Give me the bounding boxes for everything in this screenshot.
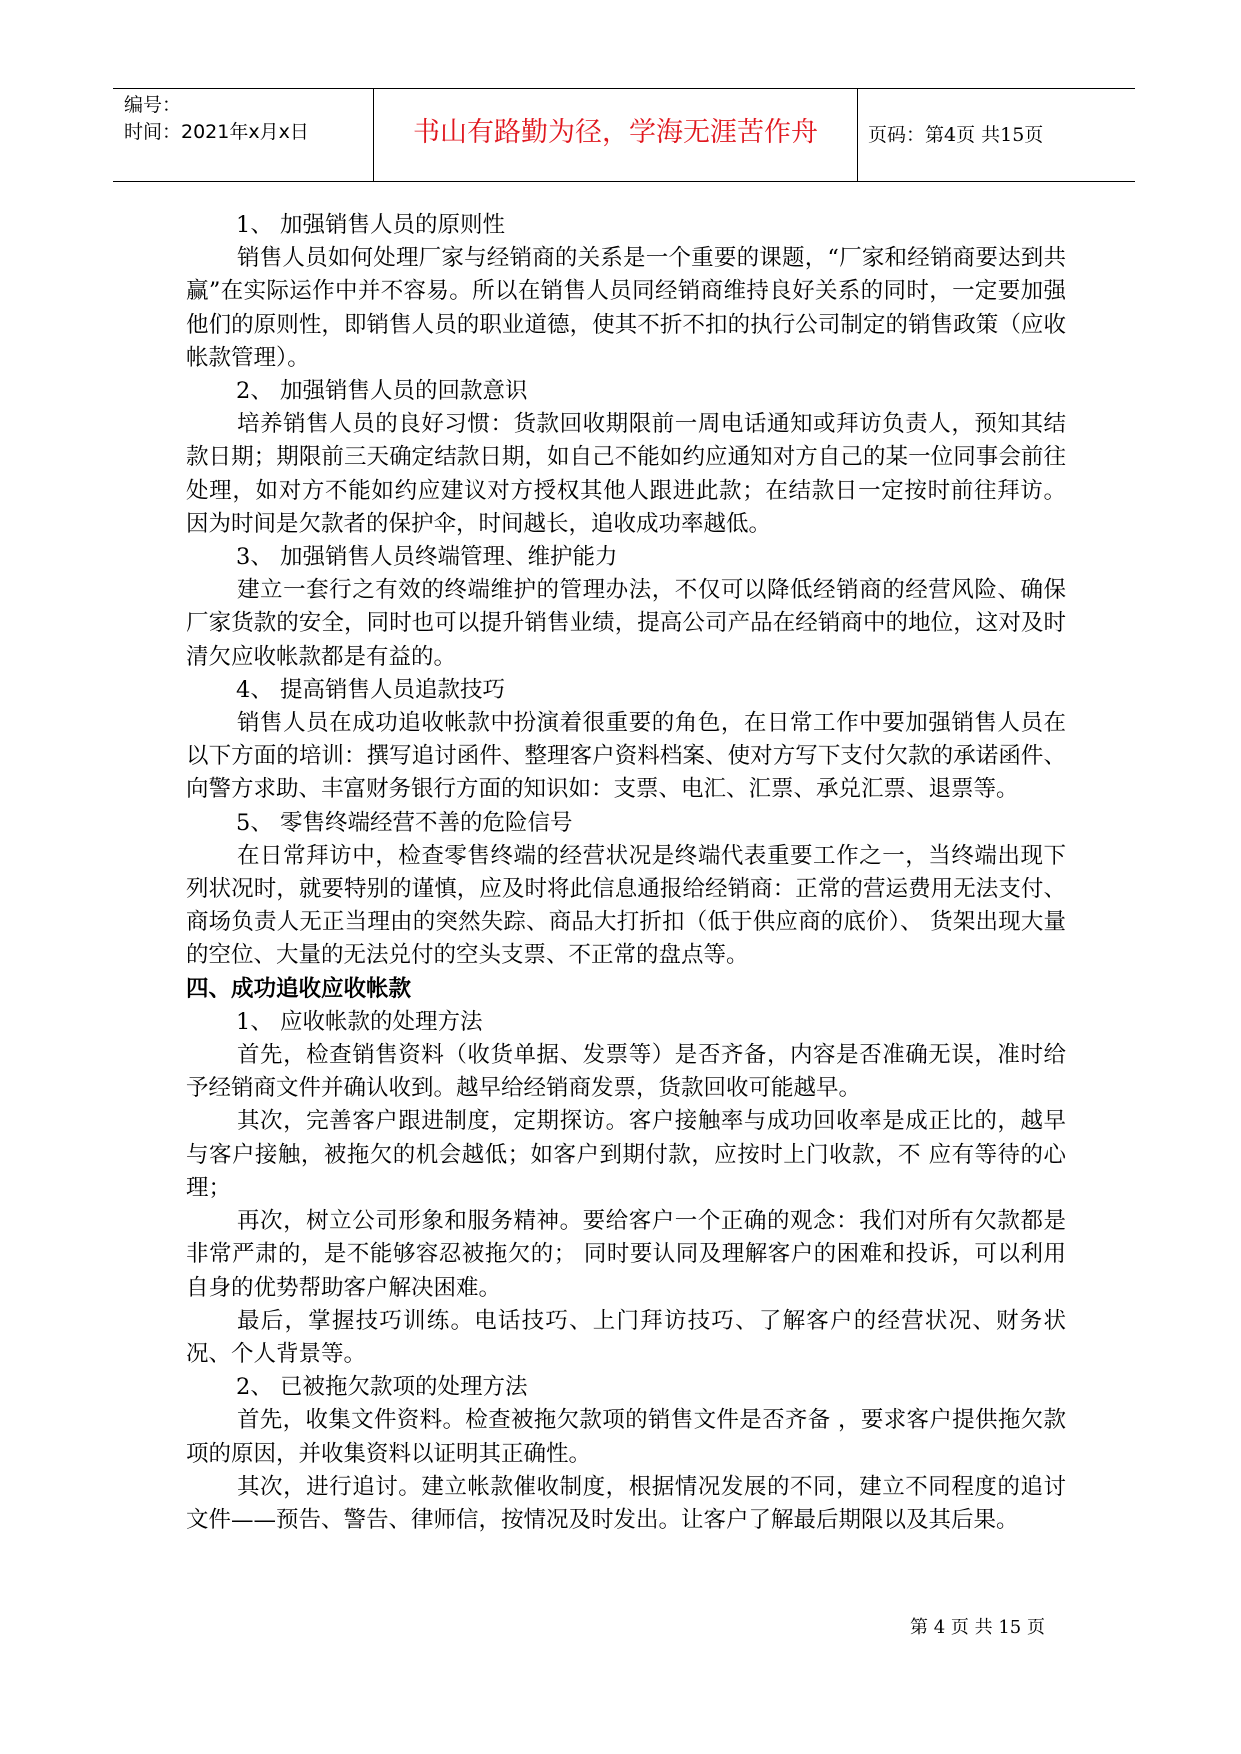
item-4-title: 4、 提高销售人员追款技巧 bbox=[236, 676, 505, 703]
header-top-rule bbox=[113, 88, 1135, 89]
header-motto: 书山有路勤为径，学海无涯苦作舟 bbox=[413, 117, 818, 148]
item-5-body: 在日常拜访中，检查零售终端的经营状况是终端代表重要工作之一，当终端出现下列状况时，就要特别的谨慎，应及时将此信息通报给经销商：正常的营运费用无法支付、商场负责人无正当理由的突然失踪、商品大打折扣（低于供应商的底价）、 货架出现大量的空位、大量的无法兑付的空头支票、不正常的盘点等。 bbox=[186, 842, 1066, 969]
section-4-item-2-paragraph-2: 其次，进行追讨。建立帐款催收制度，根据情况发展的不同，建立不同程度的追讨文件——预告、警告、律师信，按情况及时发出。让客户了解最后期限以及其后果。 bbox=[186, 1473, 1066, 1533]
item-1-title: 1、 加强销售人员的原则性 bbox=[236, 212, 505, 238]
footer-page-number: 第 4 页 共 15 页 bbox=[910, 1617, 1045, 1638]
section-4-item-2-title: 2、 已被拖欠款项的处理方法 bbox=[236, 1374, 528, 1401]
document-number-label: 编号： bbox=[124, 94, 182, 116]
item-5-title: 5、 零售终端经营不善的危险信号 bbox=[236, 809, 573, 836]
section-4-heading: 四、成功追收应收帐款 bbox=[186, 975, 412, 1002]
item-3-body: 建立一套行之有效的终端维护的管理办法，不仅可以降低经销商的经营风险、确保厂家货款的安全，同时也可以提升销售业绩，提高公司产品在经销商中的地位，这对及时清欠应收帐款都是有益的。 bbox=[186, 577, 1066, 670]
document-body bbox=[186, 209, 1066, 1537]
section-4-item-1-paragraph-2: 其次，完善客户跟进制度，定期探访。客户接触率与成功回收率是成正比的，越早与客户接触，被拖欠的机会越低；如客户到期付款，应按时上门收款，不 应有等待的心理； bbox=[186, 1108, 1066, 1201]
section-4-item-1-title: 1、 应收帐款的处理方法 bbox=[236, 1008, 483, 1035]
header-page-info: 页码：第4页 共15页 bbox=[868, 124, 1044, 146]
header-meta bbox=[124, 92, 309, 146]
item-3-title: 3、 加强销售人员终端管理、维护能力 bbox=[236, 544, 618, 571]
item-2-title: 2、 加强销售人员的回款意识 bbox=[236, 378, 528, 405]
item-1-body: 销售人员如何处理厂家与经销商的关系是一个重要的课题，“厂家和经销商要达到共赢”在实际运作中并不容易。所以在销售人员同经销商维持良好关系的同时，一定要加强他们的原则性，即销售人员的职业道德，使其不折不扣的执行公司制定的销售政策（应收帐款管理）。 bbox=[186, 245, 1066, 371]
item-4-body: 销售人员在成功追收帐款中扮演着很重要的角色，在日常工作中要加强销售人员在以下方面的培训：撰写追讨函件、整理客户资料档案、使对方写下支付欠款的承诺函件、向警方求助、丰富财务银行方面的知识如：支票、电汇、汇票、承兑汇票、退票等。 bbox=[186, 710, 1066, 803]
document-time: 时间：2021年x月x日 bbox=[124, 121, 309, 143]
section-4-item-1-paragraph-3: 再次，树立公司形象和服务精神。要给客户一个正确的观念：我们对所有欠款都是非常严肃的，是不能够容忍被拖欠的； 同时要认同及理解客户的困难和投诉，可以利用自身的优势帮助客户解决困难。 bbox=[186, 1208, 1066, 1301]
header-divider-right bbox=[857, 88, 858, 181]
section-4-item-1-paragraph-4: 最后，掌握技巧训练。电话技巧、上门拜访技巧、了解客户的经营状况、财务状况、个人背景等。 bbox=[186, 1307, 1066, 1367]
header-bottom-rule bbox=[113, 181, 1135, 182]
section-4-item-2-paragraph-1: 首先，收集文件资料。检查被拖欠款项的销售文件是否齐备 ，要求客户提供拖欠款项的原因，并收集资料以证明其正确性。 bbox=[186, 1407, 1066, 1467]
section-4-item-1-paragraph-1: 首先，检查销售资料（收货单据、发票等）是否齐备，内容是否准确无误，准时给予经销商文件并确认收到。越早给经销商发票，货款回收可能越早。 bbox=[186, 1042, 1066, 1102]
item-2-body: 培养销售人员的良好习惯：货款回收期限前一周电话通知或拜访负责人，预知其结款日期；期限前三天确定结款日期，如自己不能如约应通知对方自己的某一位同事会前往处理，如对方不能如约应建议对方授权其他人跟进此款；在结款日一定按时前往拜访。 因为时间是欠款者的保护伞，时间越长，追收成功率越低。 bbox=[186, 411, 1066, 537]
